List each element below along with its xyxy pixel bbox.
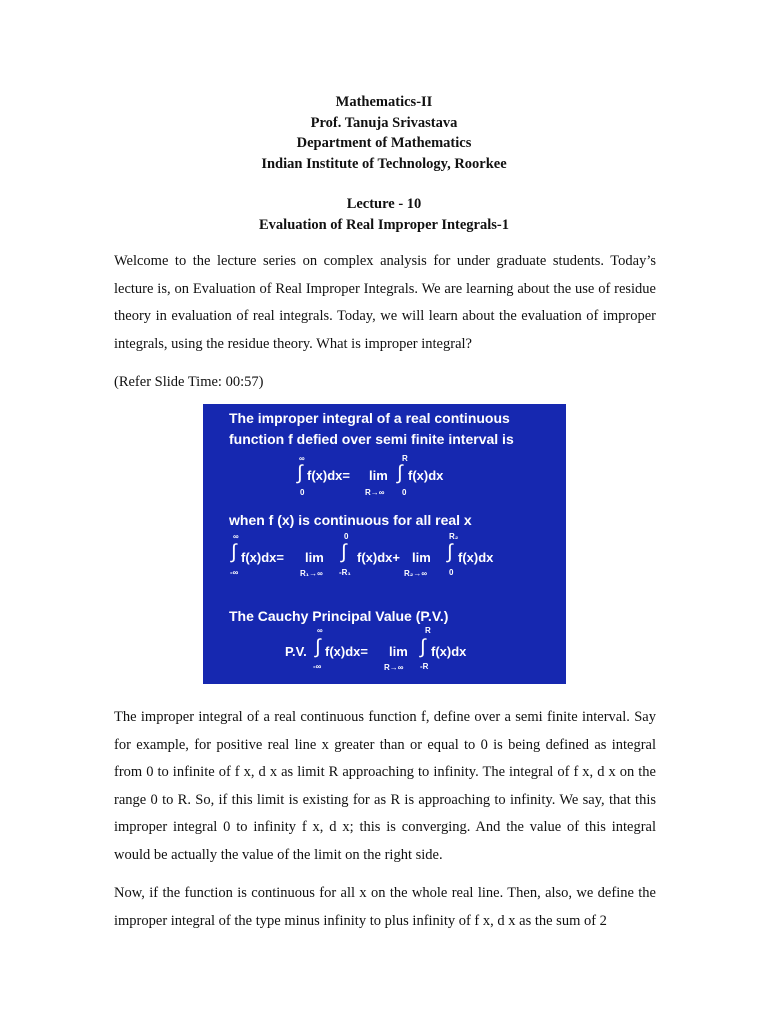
integral-sign-icon: ∫ <box>420 636 426 658</box>
slide-condition: when f (x) is continuous for all real x <box>229 512 472 528</box>
slide-line-1: The improper integral of a real continuous <box>229 410 510 426</box>
eq1-left: f(x)dx= <box>307 468 350 483</box>
pv-lim: lim <box>389 644 408 659</box>
integral-sign-icon: ∫ <box>231 541 237 563</box>
department-name: Department of Mathematics <box>296 135 472 151</box>
eq1-upper-left: ∞ <box>299 454 305 463</box>
document-header <box>0 92 768 235</box>
integral-sign-icon: ∫ <box>397 462 403 484</box>
eq1-lower-right: 0 <box>402 488 407 497</box>
refer-slide-time: (Refer Slide Time: 00:57) <box>114 374 264 390</box>
slide-cauchy-heading: The Cauchy Principal Value (P.V.) <box>229 608 449 624</box>
pv-upper-2: R <box>425 626 431 635</box>
eq1-lim: lim <box>369 468 388 483</box>
course-title: Mathematics-II <box>335 94 433 110</box>
integral-sign-icon: ∫ <box>447 541 453 563</box>
integral-sign-icon: ∫ <box>315 636 321 658</box>
eq2-lim-1: lim <box>305 550 324 565</box>
explanation-paragraph-2: Now, if the function is continuous for all x on the whole real line. Then, also, we define the improper integral of the type minus infinity to plus infinity of f x, d x as the sum of 2 <box>114 885 656 929</box>
eq2-sub-2: R₂→∞ <box>404 569 428 578</box>
explanation-paragraph-1: The improper integral of a real continuous function f, define over a semi finite interval. Say for example, for positive real line x greater than or equal to 0 is being defined as integral from 0 to infinite of f x, d x as limit R approaching to infinity. The integral of f x, d x on the range 0 to R. So, if this limit is existing for as R is approaching to infinity. We say, that this improper integral 0 to infinity f x, d x; this is converging. And the value of this integral would be actually the value of the limit on the right side. <box>114 709 656 863</box>
professor-name: Prof. Tanuja Srivastava <box>310 114 458 131</box>
pv-right: f(x)dx <box>431 644 467 659</box>
eq2-sub-1: R₁→∞ <box>300 569 323 578</box>
eq2-upper-3: R₂ <box>449 532 459 541</box>
eq2-upper-1: ∞ <box>233 532 239 541</box>
eq2-lower-1: -∞ <box>230 568 239 577</box>
eq2-mid: f(x)dx+ <box>357 550 400 565</box>
pv-lower-2: -R <box>420 662 429 671</box>
pv-lower-1: -∞ <box>313 662 322 671</box>
eq2-left: f(x)dx= <box>241 550 284 565</box>
pv-sub: R→∞ <box>384 663 404 672</box>
eq2-upper-2: 0 <box>344 532 349 541</box>
eq1-upper-right: R <box>402 454 408 463</box>
slide-line-2: function f defied over semi finite interval is <box>229 431 514 447</box>
eq2-lower-2: -R₁ <box>339 568 351 577</box>
eq1-sub: R→∞ <box>365 488 385 497</box>
lecture-number: Lecture - 10 <box>346 196 422 212</box>
integral-sign-icon: ∫ <box>341 541 347 563</box>
eq2-lower-3: 0 <box>449 568 454 577</box>
eq2-lim-2: lim <box>412 550 431 565</box>
pv-label: P.V. <box>285 644 307 659</box>
lecture-slide <box>203 404 566 684</box>
pv-upper-1: ∞ <box>317 626 323 635</box>
institute-name: Indian Institute of Technology, Roorkee <box>261 155 507 172</box>
integral-sign-icon: ∫ <box>297 462 303 484</box>
eq1-right: f(x)dx <box>408 468 444 483</box>
lecture-title: Evaluation of Real Improper Integrals-1 <box>259 216 509 233</box>
pv-left: f(x)dx= <box>325 644 368 659</box>
eq1-lower-left: 0 <box>300 488 305 497</box>
eq2-right: f(x)dx <box>458 550 494 565</box>
intro-paragraph: Welcome to the lecture series on complex analysis for under graduate students. Today’s lecture is, on Evaluation of Real Improper Integrals. We are learning about the use of residue theory in evaluation of real integrals. Today, we will learn about the evaluation of improper integrals, using the residue theory. What is improper integral? <box>114 253 656 352</box>
